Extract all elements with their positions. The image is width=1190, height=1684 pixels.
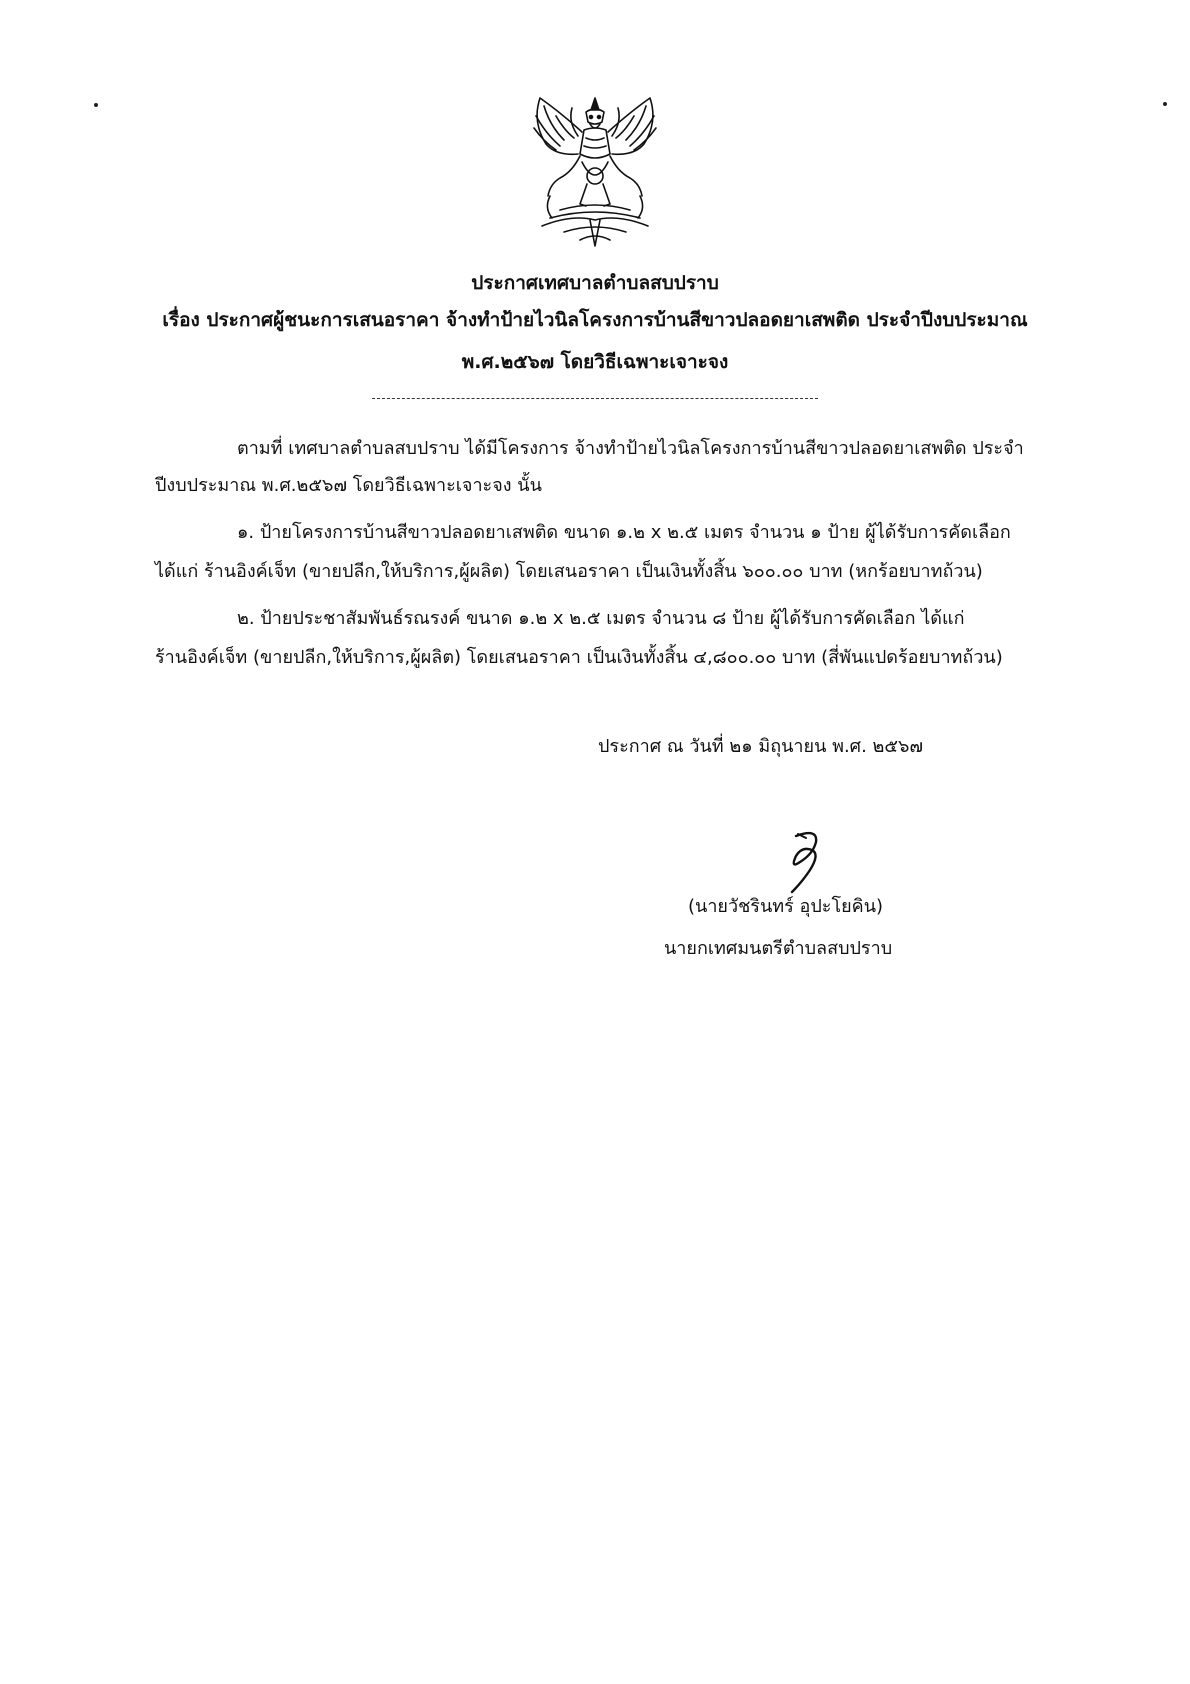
award-item-1-line: ๑. ป้ายโครงการบ้านสีขาวปลอดยาเสพติด ขนาด ๑.๒ x ๒.๕ เมตร จำนวน ๑ ป้าย ผู้ได้รับการคัดเลือก bbox=[237, 522, 1011, 543]
award-item-1-line: ได้แก่ ร้านอิงค์เจ็ท (ขายปลีก,ให้บริการ,ผู้ผลิต) โดยเสนอราคา เป็นเงินทั้งสิ้น ๖๐๐.๐๐ บาท (หกร้อยบาทถ้วน) bbox=[155, 561, 983, 582]
announcement-subject-continued: พ.ศ.๒๕๖๗ โดยวิธีเฉพาะเจาะจง bbox=[461, 351, 729, 373]
header-divider bbox=[372, 398, 818, 399]
garuda-emblem-icon bbox=[520, 92, 670, 252]
scan-speck bbox=[94, 103, 98, 107]
award-item-2-line: ร้านอิงค์เจ็ท (ขายปลีก,ให้บริการ,ผู้ผลิต) โดยเสนอราคา เป็นเงินทั้งสิ้น ๔,๘๐๐.๐๐ บาท (สี่พันแปดร้อยบาทถ้วน) bbox=[155, 647, 1003, 668]
scan-speck bbox=[1163, 102, 1167, 106]
signer-title: นายกเทศมนตรีตำบลสบปราบ bbox=[664, 938, 893, 959]
announcement-date: ประกาศ ณ วันที่ ๒๑ มิถุนายน พ.ศ. ๒๕๖๗ bbox=[598, 736, 924, 757]
handwritten-signature bbox=[766, 826, 836, 896]
signer-name: (นายวัชรินทร์ อุปะโยคิน) bbox=[688, 896, 884, 917]
award-item-2-line: ๒. ป้ายประชาสัมพันธ์รณรงค์ ขนาด ๑.๒ x ๒.๕ เมตร จำนวน ๘ ป้าย ผู้ได้รับการคัดเลือก ได้แก่ bbox=[237, 608, 965, 629]
announcement-subject: เรื่อง ประกาศผู้ชนะการเสนอราคา จ้างทำป้ายไวนิลโครงการบ้านสีขาวปลอดยาเสพติด ประจำปีงบประมาณ bbox=[162, 309, 1028, 331]
announcement-org-heading: ประกาศเทศบาลตำบลสบปราบ bbox=[471, 272, 719, 294]
intro-paragraph-line: ตามที่ เทศบาลตำบลสบปราบ ได้มีโครงการ จ้างทำป้ายไวนิลโครงการบ้านสีขาวปลอดยาเสพติด ประจำ bbox=[237, 438, 1024, 459]
intro-paragraph-line: ปีงบประมาณ พ.ศ.๒๕๖๗ โดยวิธีเฉพาะเจาะจง นั้น bbox=[155, 475, 542, 496]
